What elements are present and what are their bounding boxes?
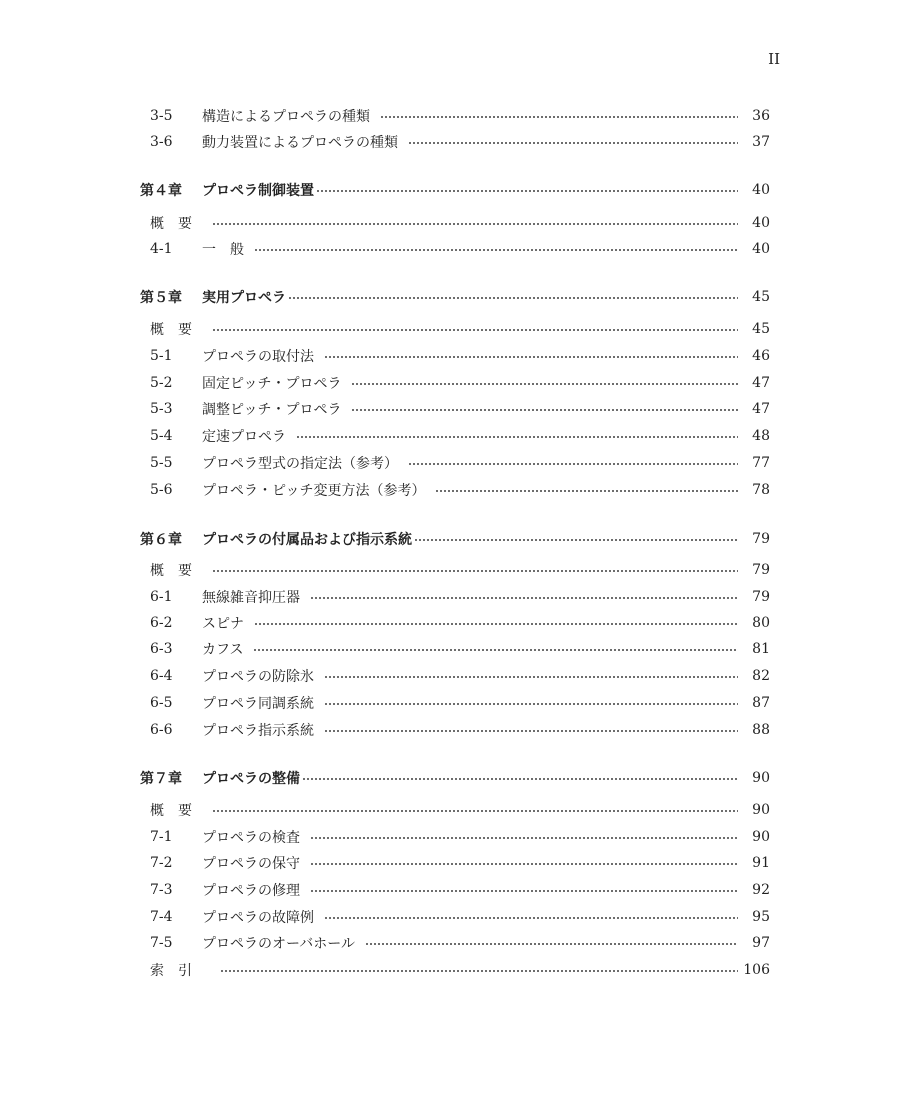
toc-section-row [150, 879, 770, 901]
toc-entry-number: 5‐2 [150, 375, 173, 391]
toc-entry-number: 5‐1 [150, 348, 173, 364]
dot-leader [310, 890, 738, 892]
toc-section-row [150, 452, 770, 474]
page-number: II [768, 50, 780, 68]
toc-entry-number: 3‐5 [150, 108, 173, 124]
toc-entry-title: プロペラ指示系統 [202, 723, 314, 739]
toc-section-row [150, 932, 770, 954]
dot-leader [310, 837, 738, 839]
toc-entry-number: 7‐3 [150, 882, 173, 898]
toc-entry-page: 91 [752, 855, 770, 871]
dot-leader [365, 943, 738, 945]
toc-section-row [150, 238, 770, 260]
toc-entry-page: 90 [752, 770, 770, 786]
toc-entry-number: 概 要 [150, 322, 192, 338]
toc-section-row [150, 906, 770, 928]
toc-entry-page: 46 [752, 348, 770, 364]
toc-entry-page: 87 [752, 695, 770, 711]
dot-leader [380, 116, 738, 118]
toc-entry-page: 77 [752, 455, 770, 471]
toc-section-row [150, 719, 770, 741]
toc-entry-title: プロペラの修理 [202, 883, 300, 899]
dot-leader [324, 703, 738, 705]
toc-entry-number: 6‐5 [150, 695, 173, 711]
toc-entry-page: 40 [752, 241, 770, 257]
toc-entry-page: 82 [752, 668, 770, 684]
toc-entry-page: 106 [743, 962, 770, 978]
dot-leader [408, 142, 738, 144]
toc-section-row [150, 586, 770, 608]
dot-leader [310, 863, 738, 865]
toc-entry-title: 動力装置によるプロペラの種類 [202, 135, 398, 151]
toc-entry-title: 固定ピッチ・プロペラ [202, 376, 342, 392]
toc-entry-title: プロペラの整備 [202, 771, 300, 787]
dot-leader [254, 623, 738, 625]
toc-section-row [150, 345, 770, 367]
toc-entry-page: 90 [752, 802, 770, 818]
toc-entry-number: 7‐4 [150, 909, 173, 925]
dot-leader [414, 539, 738, 541]
toc-entry-title: プロペラ同調系統 [202, 696, 314, 712]
toc-entry-title: プロペラのオーバホール [202, 936, 356, 952]
toc-section-row [150, 425, 770, 447]
toc-entry-title: プロペラの故障例 [202, 910, 314, 926]
toc-entry-title: 一 般 [202, 242, 244, 258]
toc-section-row [150, 799, 770, 821]
dot-leader [302, 778, 738, 780]
toc-entry-page: 48 [752, 428, 770, 444]
toc-entry-title: スピナ [202, 616, 244, 632]
toc-chapter-row [140, 528, 770, 550]
toc-section-row [150, 559, 770, 581]
toc-section-row [150, 612, 770, 634]
toc-entry-page: 45 [752, 321, 770, 337]
toc-entry-title: 調整ピッチ・プロペラ [202, 402, 342, 418]
dot-leader [212, 570, 738, 572]
toc-entry-title: プロペラの検査 [202, 830, 300, 846]
toc-entry-number: 6‐2 [150, 615, 173, 631]
dot-leader [408, 463, 738, 465]
toc-entry-title: プロペラの防除氷 [202, 669, 314, 685]
toc-section-row [150, 665, 770, 687]
toc-entry-number: 6‐6 [150, 722, 173, 738]
toc-section-row [150, 105, 770, 127]
toc-chapter-row [140, 179, 770, 201]
toc-section-row [150, 398, 770, 420]
toc-entry-title: 無線雑音抑圧器 [202, 590, 300, 606]
toc-entry-number: 第６章 [140, 532, 182, 548]
dot-leader [324, 676, 738, 678]
dot-leader [324, 917, 738, 919]
toc-entry-title: カフス [202, 642, 244, 658]
toc-entry-number: 概 要 [150, 803, 192, 819]
toc-entry-number: 6‐4 [150, 668, 173, 684]
toc-entry-page: 88 [752, 722, 770, 738]
toc-entry-number: 第７章 [140, 771, 182, 787]
toc-section-row [150, 318, 770, 340]
toc-entry-number: 6‐1 [150, 589, 173, 605]
toc-section-row [150, 372, 770, 394]
toc-entry-page: 97 [752, 935, 770, 951]
toc-entry-page: 79 [752, 531, 770, 547]
toc-entry-page: 36 [752, 108, 770, 124]
toc-entry-title: プロペラの保守 [202, 856, 300, 872]
toc-section-row [150, 212, 770, 234]
toc-section-row [150, 479, 770, 501]
dot-leader [310, 597, 738, 599]
toc-entry-page: 40 [752, 215, 770, 231]
toc-section-row [150, 852, 770, 874]
dot-leader [212, 329, 738, 331]
toc-entry-number: 概 要 [150, 563, 192, 579]
toc-entry-number: 概 要 [150, 216, 192, 232]
dot-leader [212, 810, 738, 812]
toc-entry-number: 5‐5 [150, 455, 173, 471]
toc-entry-page: 45 [752, 289, 770, 305]
toc-entry-number: 第４章 [140, 183, 182, 199]
dot-leader [288, 297, 738, 299]
toc-entry-title: プロペラ型式の指定法（参考） [202, 456, 398, 472]
dot-leader [351, 383, 738, 385]
toc-entry-number: 3‐6 [150, 134, 173, 150]
toc-entry-page: 47 [752, 375, 770, 391]
toc-index-row [150, 959, 770, 981]
toc-section-row [150, 638, 770, 660]
toc-entry-page: 79 [752, 589, 770, 605]
dot-leader [324, 356, 738, 358]
toc-entry-page: 80 [752, 615, 770, 631]
toc-entry-page: 81 [752, 641, 770, 657]
toc-entry-number: 5‐6 [150, 482, 173, 498]
toc-entry-title: プロペラ・ピッチ変更方法（参考） [202, 483, 426, 499]
toc-entry-title: プロペラの取付法 [202, 349, 314, 365]
dot-leader [351, 409, 738, 411]
toc-entry-page: 92 [752, 882, 770, 898]
toc-entry-number: 4‐1 [150, 241, 173, 257]
dot-leader [324, 730, 738, 732]
toc-entry-number: 6‐3 [150, 641, 173, 657]
toc-entry-number: 第５章 [140, 290, 182, 306]
toc-entry-number: 5‐3 [150, 401, 173, 417]
dot-leader [296, 436, 738, 438]
dot-leader [316, 190, 738, 192]
toc-entry-page: 95 [752, 909, 770, 925]
dot-leader [220, 970, 738, 972]
toc-entry-page: 78 [752, 482, 770, 498]
toc-chapter-row [140, 286, 770, 308]
toc-entry-page: 90 [752, 829, 770, 845]
toc-entry-number: 7‐5 [150, 935, 173, 951]
toc-section-row [150, 692, 770, 714]
toc-entry-title: 実用プロペラ [202, 290, 286, 306]
toc-entry-title: プロペラの付属品および指示系統 [202, 532, 412, 548]
toc-section-row [150, 131, 770, 153]
dot-leader [253, 649, 738, 651]
toc-entry-title: 構造によるプロペラの種類 [202, 109, 370, 125]
dot-leader [254, 249, 738, 251]
toc-entry-number: 7‐1 [150, 829, 173, 845]
toc-entry-number: 7‐2 [150, 855, 173, 871]
toc-entry-page: 47 [752, 401, 770, 417]
toc-entry-page: 79 [752, 562, 770, 578]
toc-entry-page: 37 [752, 134, 770, 150]
toc-chapter-row [140, 767, 770, 789]
dot-leader [435, 490, 738, 492]
toc-entry-number: 5‐4 [150, 428, 173, 444]
dot-leader [212, 223, 738, 225]
toc-entry-page: 40 [752, 182, 770, 198]
toc-entry-title: 定速プロペラ [202, 429, 286, 445]
toc-entry-number: 索 引 [150, 963, 192, 979]
toc-entry-title: プロペラ制御装置 [202, 183, 314, 199]
toc-section-row [150, 826, 770, 848]
